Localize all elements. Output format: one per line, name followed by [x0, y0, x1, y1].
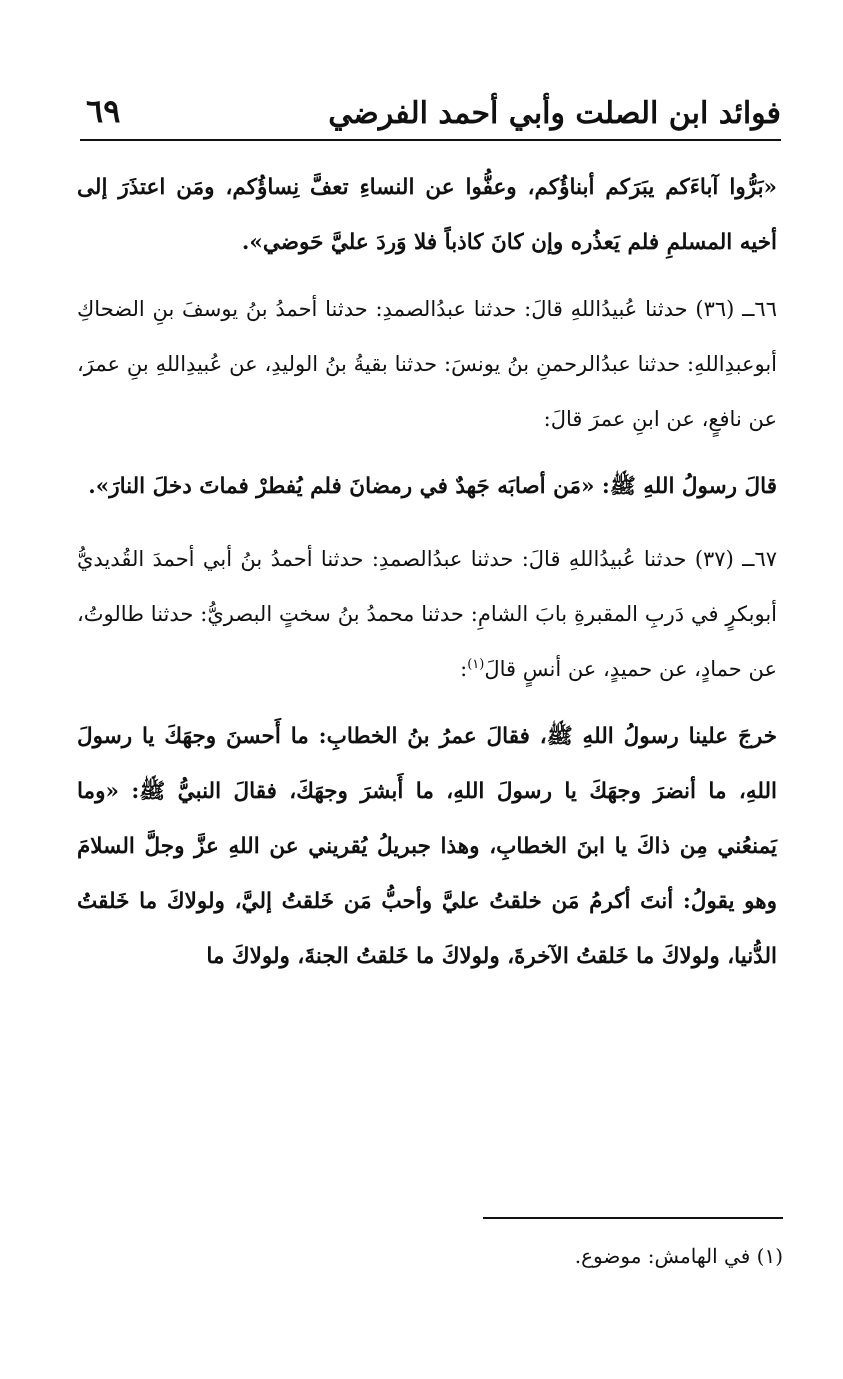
footnote-rule [483, 1217, 783, 1219]
isnad-66: ٦٦ــ (٣٦) حدثنا عُبيدُاللهِ قالَ: حدثنا عبدُالصمدِ: حدثنا أحمدُ بنُ يوسفَ بنِ الضحاكِ أبوعبدِاللهِ: حدثنا عبدُالرحمنِ بنُ يونسَ: حدثنا بقيةُ بنُ الوليدِ، عن عُبيدِاللهِ بنِ عمرَ، عن نافعٍ، عن ابنِ عمرَ قالَ: [77, 297, 777, 431]
hadith-text-1: «بَرُّوا آباءَكم يبَرَكم أبناؤُكم، وعفُّوا عن النساءِ تعفَّ نِساؤُكم، ومَن اعتذَرَ إلى أخيه المسلمِ فلم يَعذُره وإن كانَ كاذباً فلا وَردَ عليَّ حَوضي». [77, 175, 777, 255]
footnote-marker: (١) [467, 657, 485, 672]
isnad-67-end: : [460, 657, 468, 681]
running-title: فوائد ابن الصلت وأبي أحمد الفرضي [328, 96, 781, 131]
footnote: (١) في الهامش: موضوع. [574, 1244, 783, 1268]
page-body [77, 160, 777, 984]
hadith-text-67: خرجَ علينا رسولُ اللهِ ﷺ، فقالَ عمرُ بنُ الخطابِ: ما أَحسنَ وجهَكَ يا رسولَ اللهِ، ما أنضرَ وجهَكَ يا رسولَ اللهِ، ما أَبشرَ وجهَكَ، فقالَ النبيُّ ﷺ: «وما يَمنعُني مِن ذاكَ يا ابنَ الخطابِ، وهذا جبريلُ يُقريني عن اللهِ عزَّ وجلَّ السلامَ وهو يقولُ: أنتَ أكرمُ مَن خلقتُ عليَّ وأحبُّ مَن خَلقتُ إليَّ، ولولاكَ ما خَلقتُ الدُّنيا، ولولاكَ ما خَلقتُ الآخرةَ، ولولاكَ ما خَلقتُ الجنةَ، ولولاكَ ما [77, 724, 777, 969]
header-rule [80, 139, 781, 141]
isnad-67-text: ٦٧ــ (٣٧) حدثنا عُبيدُاللهِ قالَ: حدثنا عبدُالصمدِ: حدثنا أحمدُ بنُ أبي أحمدَ القُديديُّ أبوبكرٍ في دَربِ المقبرةِ بابَ الشامِ: حدثنا محمدُ بنُ سختٍ البصريُّ: حدثنا طالوتُ، عن حمادٍ، عن حميدٍ، عن أنسٍ قالَ [77, 547, 777, 681]
isnad-67 [77, 532, 777, 697]
hadith-text-66: قالَ رسولُ اللهِ ﷺ: «مَن أصابَه جَهدٌ في رمضانَ فلم يُفطرْ فماتَ دخلَ النارَ». [88, 474, 777, 499]
page-header [80, 92, 781, 136]
page-number: ٦٩ [86, 92, 121, 130]
